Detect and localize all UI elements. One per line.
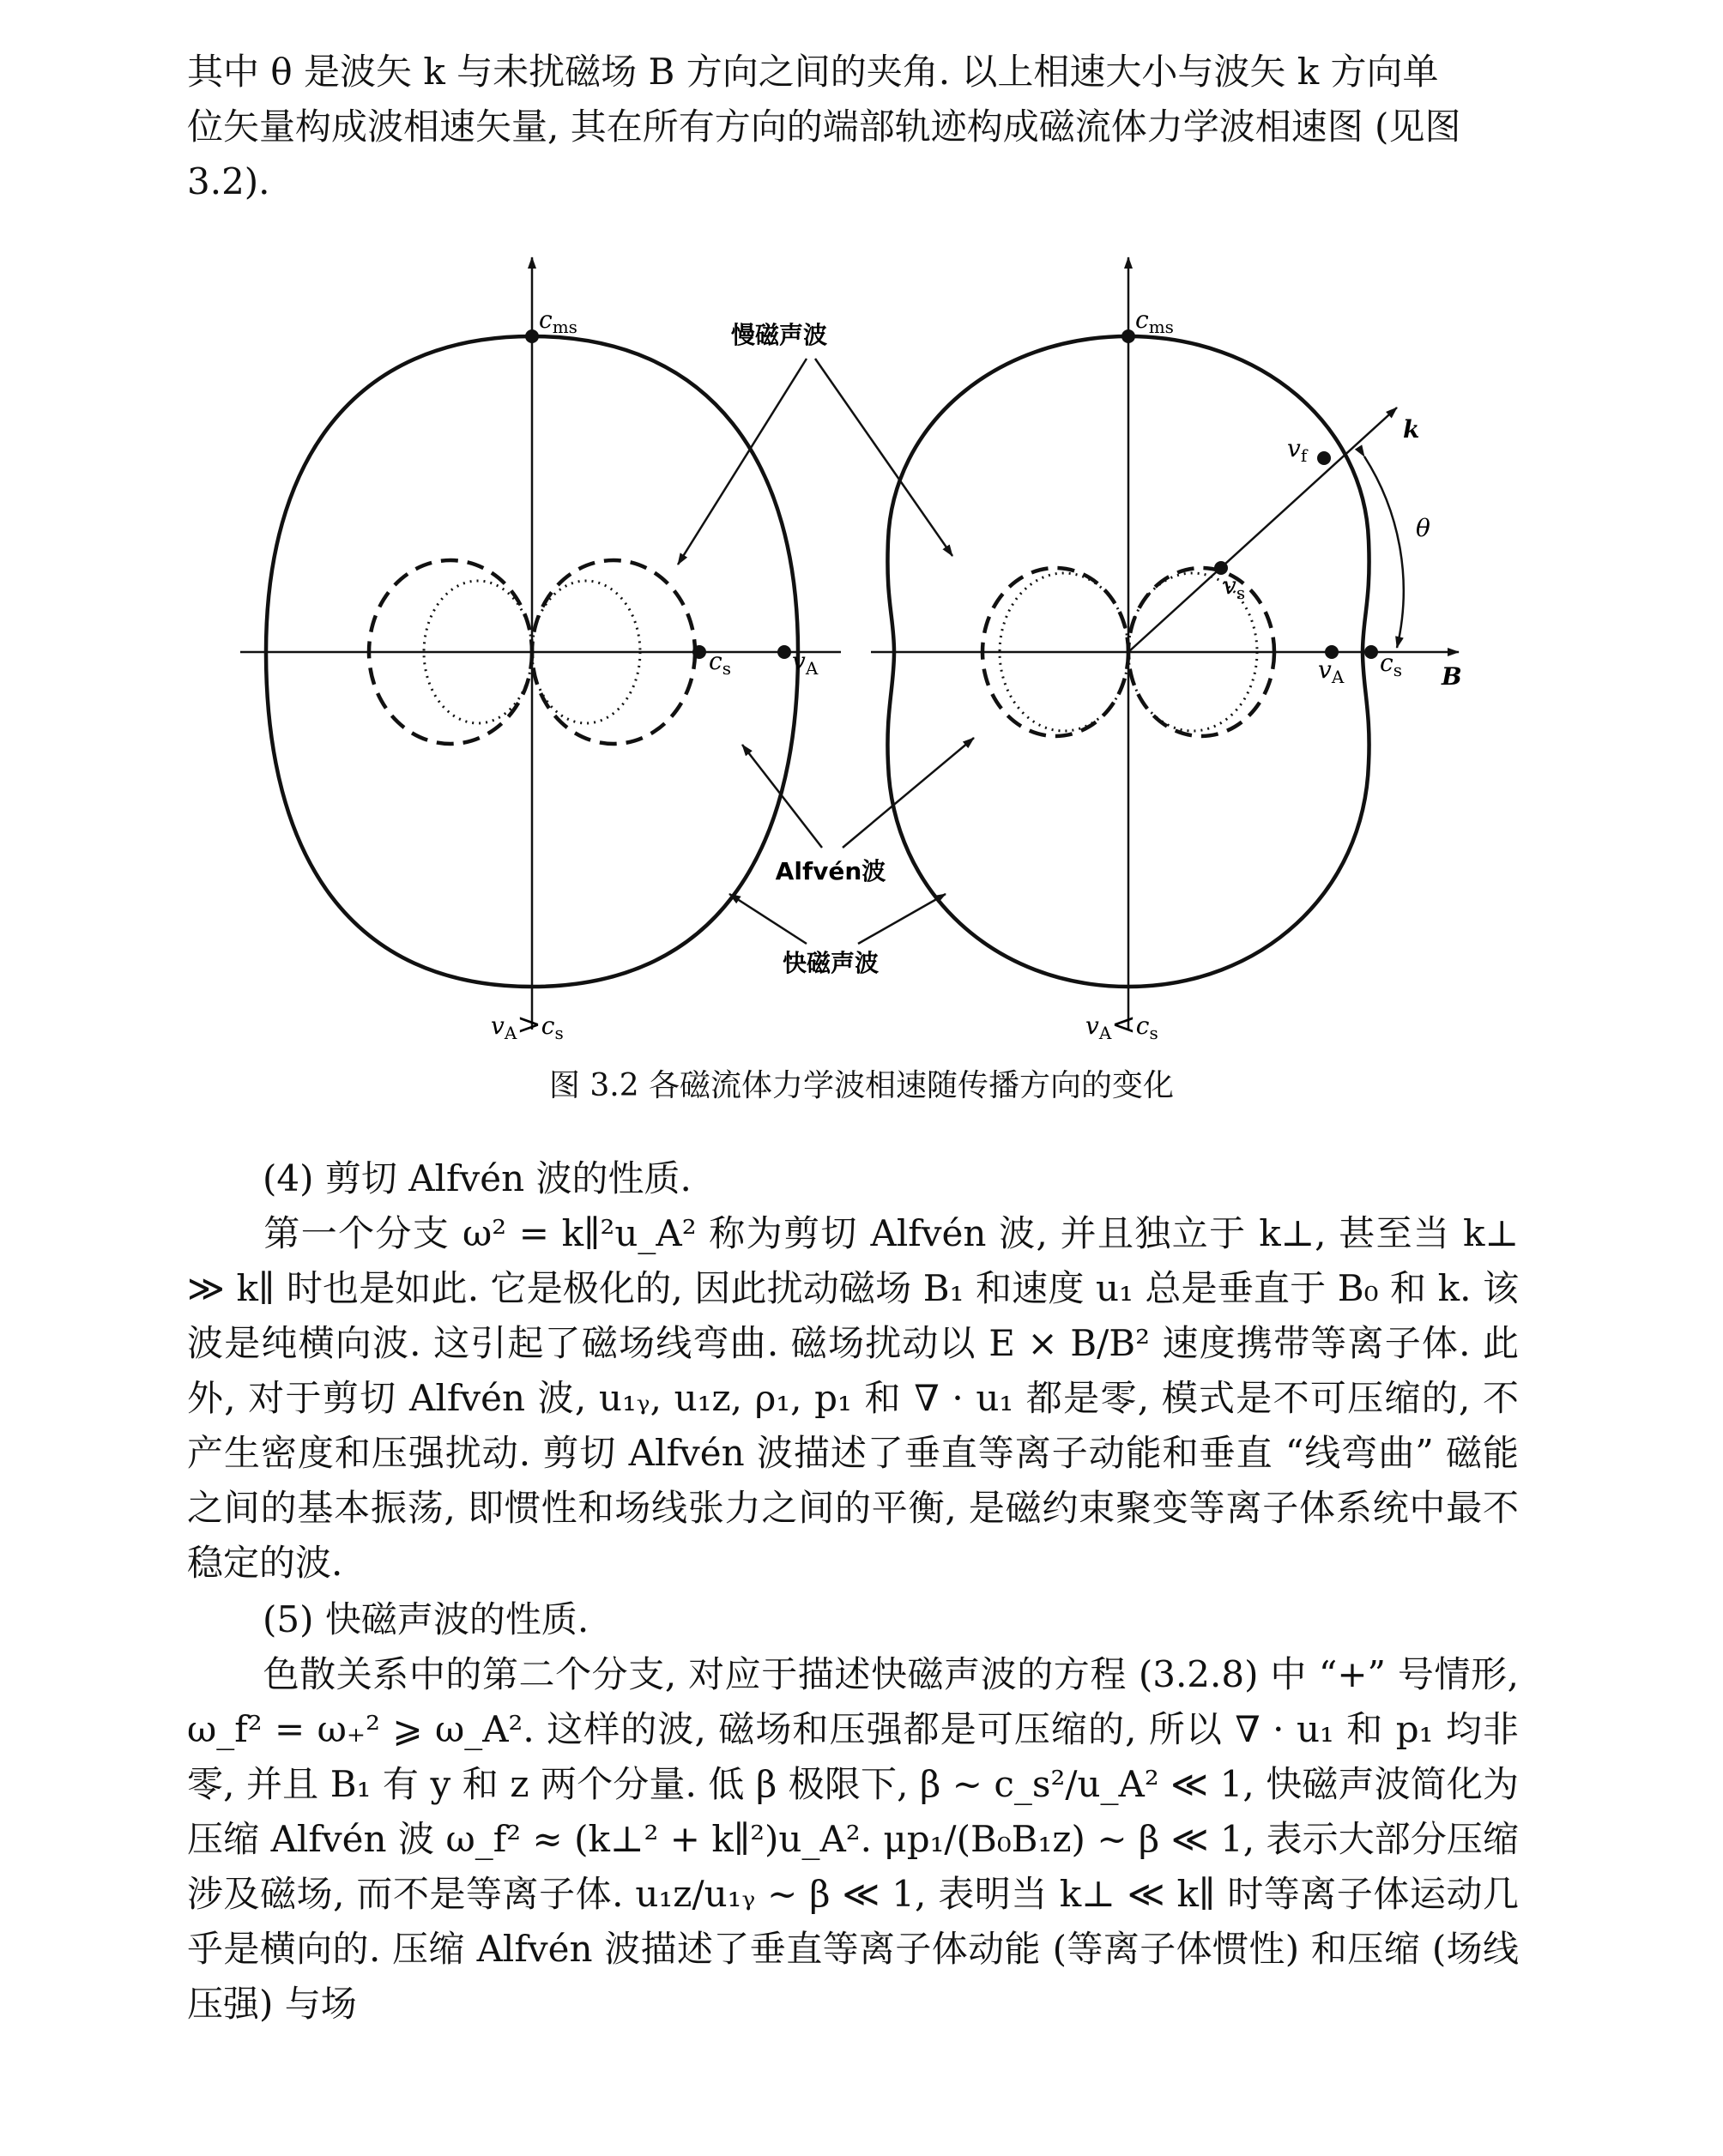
theta-label: θ xyxy=(1416,514,1430,542)
right-cs-label: $c_s$ xyxy=(1380,649,1402,680)
alfven-arrow-left xyxy=(742,745,822,848)
left-cms-point xyxy=(525,329,539,343)
fast-arrow-right xyxy=(858,894,946,944)
right-cms-label: $c_{ms}$ xyxy=(1135,305,1174,337)
left-vA-point xyxy=(777,645,791,659)
left-diagram xyxy=(240,257,841,1043)
section-5-paragraph: 色散关系中的第二个分支, 对应于描述快磁声波的方程 (3.2.8) 中 “+” 号情形, ω_f² = ω₊² ⩾ ω_A². 这样的波, 磁场和压强都是可压缩的, 所以 ∇ · u₁ 和 p₁ 均非零, 并且 B₁ 有 y 和 z 两个分量. 低 β 极限下, β ∼ c_s²/u_A² ≪ 1, 快磁声波简化为压缩 Alfvén 波 ω_f² ≈ (k⊥² + k∥²)u_A². μp₁/(B₀B₁z) ∼ β ≪ 1, 表示大部分压缩涉及磁场, 而不是等离子体. u₁z/u₁ᵧ ∼ β ≪ 1, 表明当 k⊥ ≪ k∥ 时等离子体运动几乎是横向的. 压缩 Alfvén 波描述了垂直等离子体动能 (等离子体惯性) 和压缩 (场线压强) 与场 xyxy=(187,1653,1519,2025)
k-vector xyxy=(1128,408,1397,652)
section-4-paragraph: 第一个分支 ω² = k∥²u_A² 称为剪切 Alfvén 波, 并且独立于 k⊥, 甚至当 k⊥ ≫ k∥ 时也是如此. 它是极化的, 因此扰动磁场 B₁ 和速度 u₁ 总是垂直于 B₀ 和 k. 该波是纯横向波. 这引起了磁场线弯曲. 磁场扰动以 E × B/B² 速度携带等离子体. 此外, 对于剪切 Alfvén 波, u₁ᵧ, u₁z, ρ₁, p₁ 和 ∇ · u₁ 都是零, 模式是不可压缩的, 不产生密度和压强扰动. 剪切 Alfvén 波描述了垂直等离子动能和垂直 “线弯曲” 磁能之间的基本振荡, 即惯性和场线张力之间的平衡, 是磁约束聚变等离子体系统中最不稳定的波. xyxy=(187,1212,1519,1584)
alfven-arrow-right xyxy=(843,738,974,848)
left-cs-point xyxy=(692,645,706,659)
section-5-title: (5) 快磁声波的性质. xyxy=(263,1598,589,1640)
slow-wave-annotation: 慢磁声波 xyxy=(730,321,828,349)
intro-line-3: 3.2). xyxy=(187,160,270,202)
alfven-wave-annotation: Alfvén波 xyxy=(775,857,886,885)
right-diagram xyxy=(871,257,1462,1043)
vf-point xyxy=(1317,451,1331,465)
intro-line-1: 其中 θ 是波矢 k 与未扰磁场 B 方向之间的夹角. 以上相速大小与波矢 k 方向单 xyxy=(187,51,1439,93)
section-4-title: (4) 剪切 Alfvén 波的性质. xyxy=(263,1157,692,1199)
B-axis-label: B xyxy=(1442,662,1462,691)
vf-label: $v_f$ xyxy=(1287,434,1308,466)
annotations xyxy=(678,321,974,977)
slow-arrow-right xyxy=(815,359,952,556)
left-vA-label: $v_A$ xyxy=(792,647,819,679)
intro-line-2: 位矢量构成波相速矢量, 其在所有方向的端部轨迹构成磁流体力学波相速图 (见图 xyxy=(187,106,1461,148)
phase-velocity-figure xyxy=(197,232,1536,1055)
fast-arrow-left xyxy=(729,894,807,944)
left-case-label: $v_A>c_s$ xyxy=(491,1007,564,1043)
left-cms-label: $c_{ms}$ xyxy=(539,305,577,337)
right-case-label: $v_A<c_s$ xyxy=(1085,1007,1158,1043)
right-cms-point xyxy=(1121,329,1135,343)
fast-wave-annotation: 快磁声波 xyxy=(782,949,880,977)
figure-caption: 图 3.2 各磁流体力学波相速随传播方向的变化 xyxy=(548,1068,1175,1103)
intro-paragraph xyxy=(187,45,1519,209)
right-vA-label: $v_A$ xyxy=(1318,655,1345,687)
right-cs-point xyxy=(1364,645,1378,659)
left-cs-label: $c_s$ xyxy=(709,647,731,679)
vs-label: $v_s$ xyxy=(1223,571,1246,603)
k-label: k xyxy=(1403,415,1420,444)
